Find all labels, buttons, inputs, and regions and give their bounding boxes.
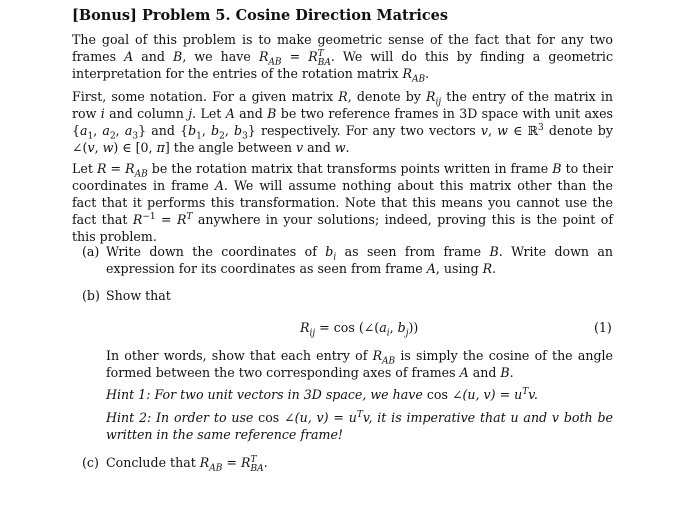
equation-number: (1) [594,320,612,335]
intro-paragraph: The goal of this problem is to make geometric sense of the fact that for any two frames A and B, we have $R_{AB} = R^T_{BA}$. We will do this by finding a geometric interpretation for the entries of the rotation matrix $R_{AB}$. [72,32,614,85]
part-b-label: (b) [82,288,100,303]
hint-1: Hint 1: For two unit vectors in 3D space, we have cos ∠(u, $v) = u^Tv$. [106,386,538,402]
hint-2: Hint 2: In order to use cos ∠(u, $v) = u^Tv$, it is imperative that u and v both be written in the same reference frame! [106,409,613,443]
equation-1: $R_{ij} = \cos$ ($\angle(a_i$, $b_j$)) [300,320,419,339]
part-b [82,287,613,304]
part-c-text: Conclude that $R_{AB} = R^T_{BA}$. [106,454,268,474]
problem-title: [Bonus] Problem 5. Cosine Direction Matrices [72,7,449,24]
part-a [82,243,613,277]
part-a-label: (a) [82,244,100,259]
part-b-text: Show that [106,288,171,303]
part-a-text: Write down the coordinates of $b_i$ as seen from frame B. Write down an expression for its coordinates as seen from frame A, using R. [106,244,613,277]
part-b-followup: In other words, show that each entry of $R_{AB}$ is simply the cosine of the angle formed between the two corresponding axes of frames A and B. [106,348,613,381]
part-c-label: (c) [82,455,99,470]
part-c [82,454,613,474]
setup-paragraph: Let $R = R_{AB}$ be the rotation matrix that transforms points written in frame B to their coordinates in frame A. We will assume nothing about this matrix other than the fact that it performs this transformation. Note that this means you cannot use the fact that $R^{-1} = R^T$ anywhere in your solutions; indeed, proving this is the point of this problem. [72,161,614,245]
notation-paragraph: First, some notation. For a given matrix R, denote by $R_{ij}$ the entry of the matrix in row i and column j. Let A and B be two reference frames in 3D space with unit axes {$a_1$, $a_2$, $a_3$} and {$b_1$, $b_2$, $b_3$} respectively. For any two vectors v, w ∈ ℝ$^3$ denote by ∠(v, w) ∈ [0, π] the angle between v and w. [72,89,613,156]
